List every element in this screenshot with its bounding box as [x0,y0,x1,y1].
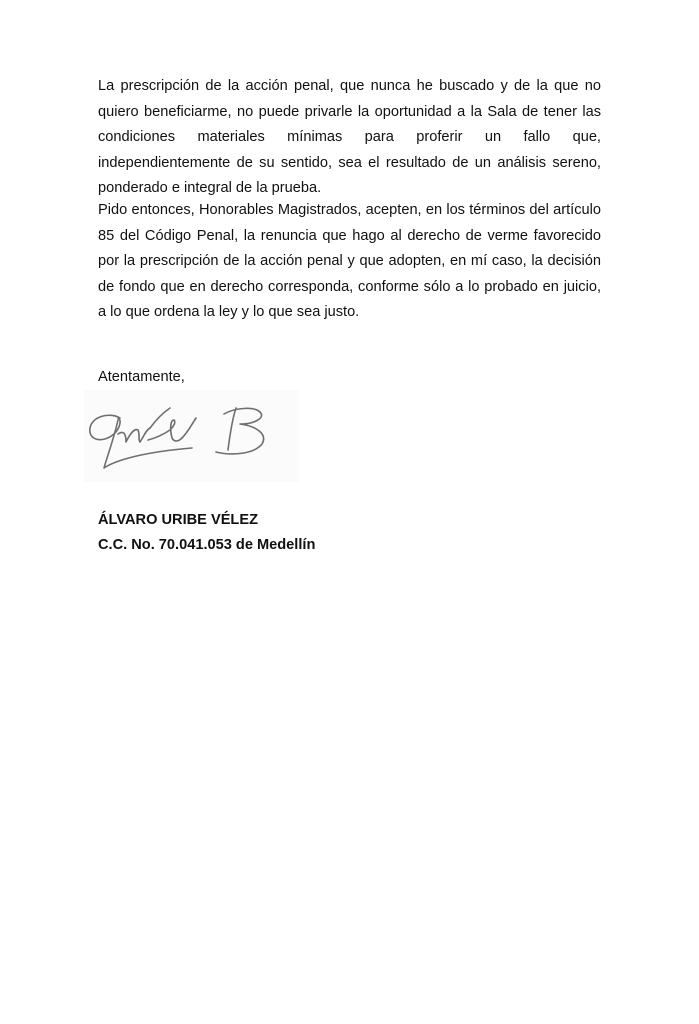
signatory-id: C.C. No. 70.041.053 de Medellín [98,537,316,553]
signature-icon [84,390,299,482]
body-paragraph-2: Pido entonces, Honorables Magistrados, acepten, en los términos del artículo 85 del Código Penal, la renuncia que hago al derecho de verme favorecido por la prescripción de la acción penal y que adopten, en mí caso, la decisión de fondo que en derecho corresponda, conforme sólo a lo probado en juicio, a lo que ordena la ley y lo que sea justo. [98,202,601,320]
body-paragraph-1: La prescripción de la acción penal, que nunca he buscado y de la que no quiero beneficiarme, no puede privarle la oportunidad a la Sala de tener las condiciones materiales mínimas para proferir un fallo que, independientemente de su sentido, sea el resultado de un análisis sereno, ponderado e integral de la prueba. [98,78,601,196]
handwritten-signature [84,390,299,482]
signatory-name: ÁLVARO URIBE VÉLEZ [98,512,258,528]
closing-salutation: Atentamente, [98,369,185,385]
